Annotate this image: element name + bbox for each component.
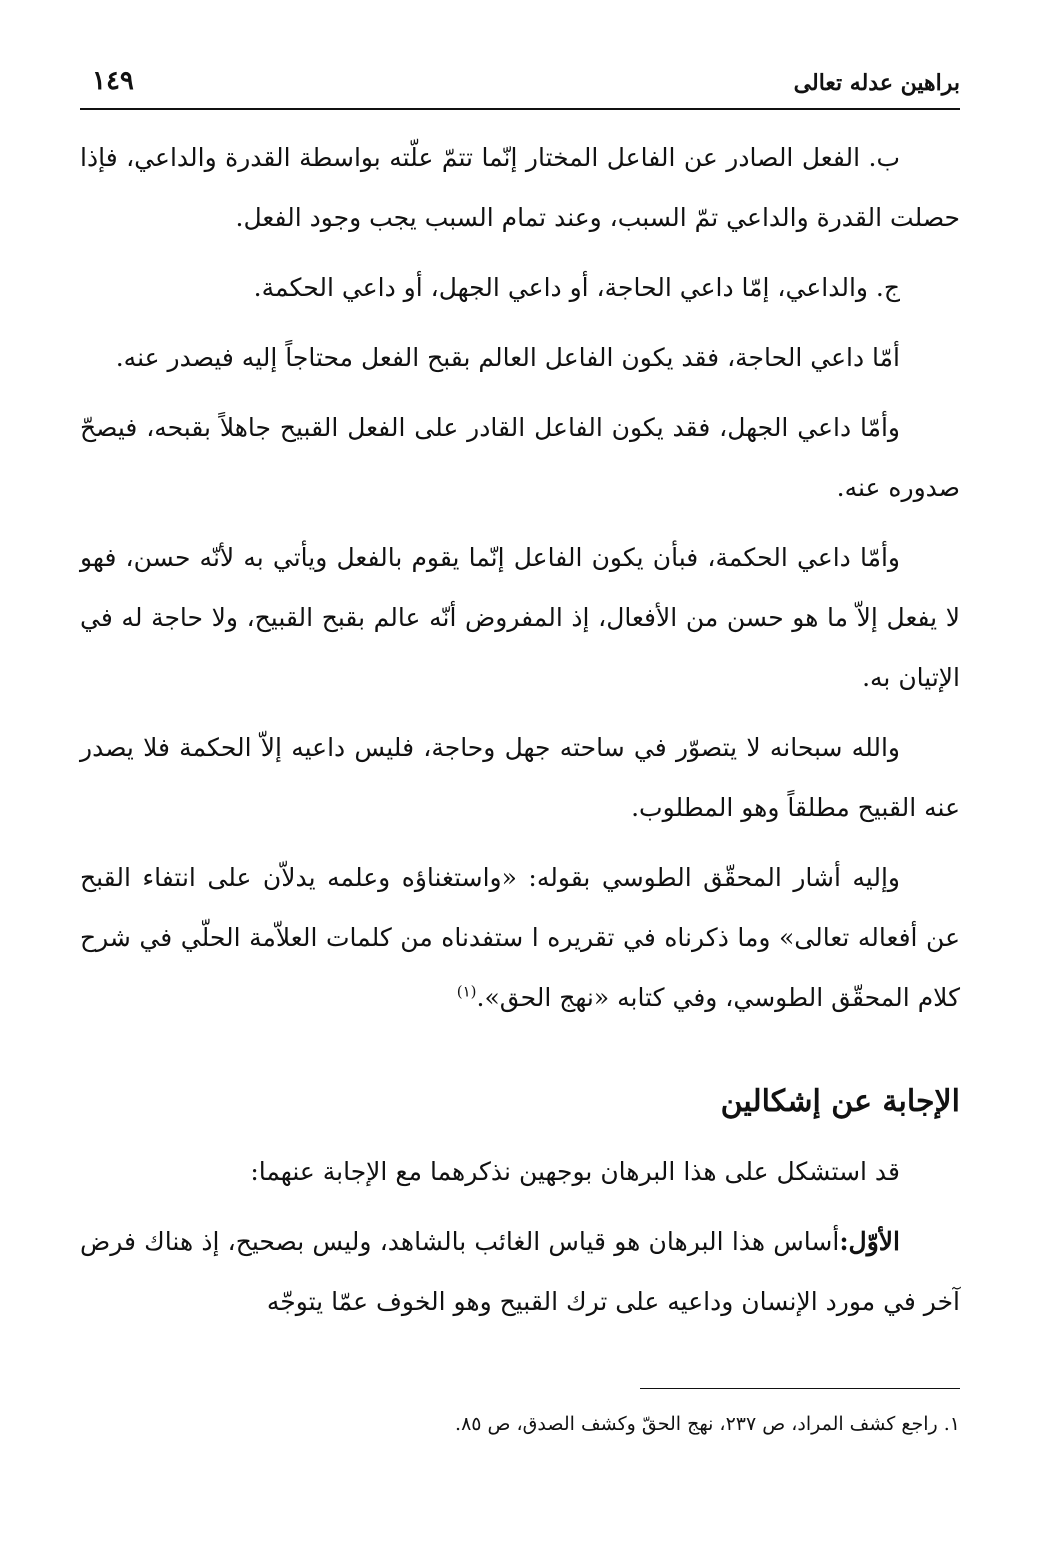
- footnote-reference[interactable]: (١): [456, 982, 477, 1001]
- paragraph-need: أمّا داعي الحاجة، فقد يكون الفاعل العالم بقبح الفعل محتاجاً إليه فيصدر عنه.: [115, 343, 900, 372]
- paragraph-wisdom: وأمّا داعي الحكمة، فبأن يكون الفاعل إنّما يقوم بالفعل ويأتي به لأنّه حسن، فهو لا يفعل إلاّ ما هو حسن من الأفعال، إذ المفروض أنّه عالم بقبح القبيح، ولا حاجة له في الإتيان به.: [80, 543, 960, 692]
- paragraph-quote: [80, 848, 960, 1028]
- running-title: براهين عدله تعالى: [793, 70, 960, 96]
- section-intro: قد استشكل على هذا البرهان بوجهين نذكرهما مع الإجابة عنهما:: [250, 1157, 900, 1186]
- quote-text: وإليه أشار المحقّق الطوسي بقوله: «واستغناؤه وعلمه يدلاّن على انتفاء القبح عن أفعاله تعالى» وما ذكرناه في تقريره ا ستفدناه من كلمات العلاّمة الحلّي في شرح كلام المحقّق الطوسي، وفي كتابه «نهج الحق».: [80, 863, 960, 1012]
- section-heading: الإجابة عن إشكالين: [720, 1084, 960, 1119]
- page: [80, 0, 960, 1545]
- first-objection: [80, 1212, 960, 1332]
- footnote: ١. راجع كشف المراد، ص ٢٣٧، نهج الحقّ وكشف الصدق، ص ٨٥.: [455, 1413, 960, 1435]
- footnote-rule: [640, 1388, 960, 1389]
- page-body: [80, 128, 960, 1342]
- header-rule: [80, 108, 960, 110]
- page-number: ١٤٩: [92, 66, 134, 96]
- paragraph-c: ج. والداعي، إمّا داعي الحاجة، أو داعي الجهل، أو داعي الحكمة.: [253, 273, 900, 302]
- paragraph-ignorance: وأمّا داعي الجهل، فقد يكون الفاعل القادر على الفعل القبيح جاهلاً بقبحه، فيصحّ صدوره عنه.: [80, 413, 960, 502]
- paragraph-b: ب. الفعل الصادر عن الفاعل المختار إنّما تتمّ علّته بواسطة القدرة والداعي، فإذا حصلت القدرة والداعي تمّ السبب، وعند تمام السبب يجب وجود الفعل.: [80, 143, 960, 232]
- first-objection-text: أساس هذا البرهان هو قياس الغائب بالشاهد، وليس بصحيح، إذ هناك فرض آخر في مورد الإنسان وداعيه على ترك القبيح وهو الخوف عمّا يتوجّه: [80, 1227, 960, 1316]
- page-header: [80, 62, 960, 110]
- first-objection-lead: الأوّل:: [839, 1227, 900, 1256]
- paragraph-conclusion: والله سبحانه لا يتصوّر في ساحته جهل وحاجة، فليس داعيه إلاّ الحكمة فلا يصدر عنه القبيح مطلقاً وهو المطلوب.: [80, 733, 960, 822]
